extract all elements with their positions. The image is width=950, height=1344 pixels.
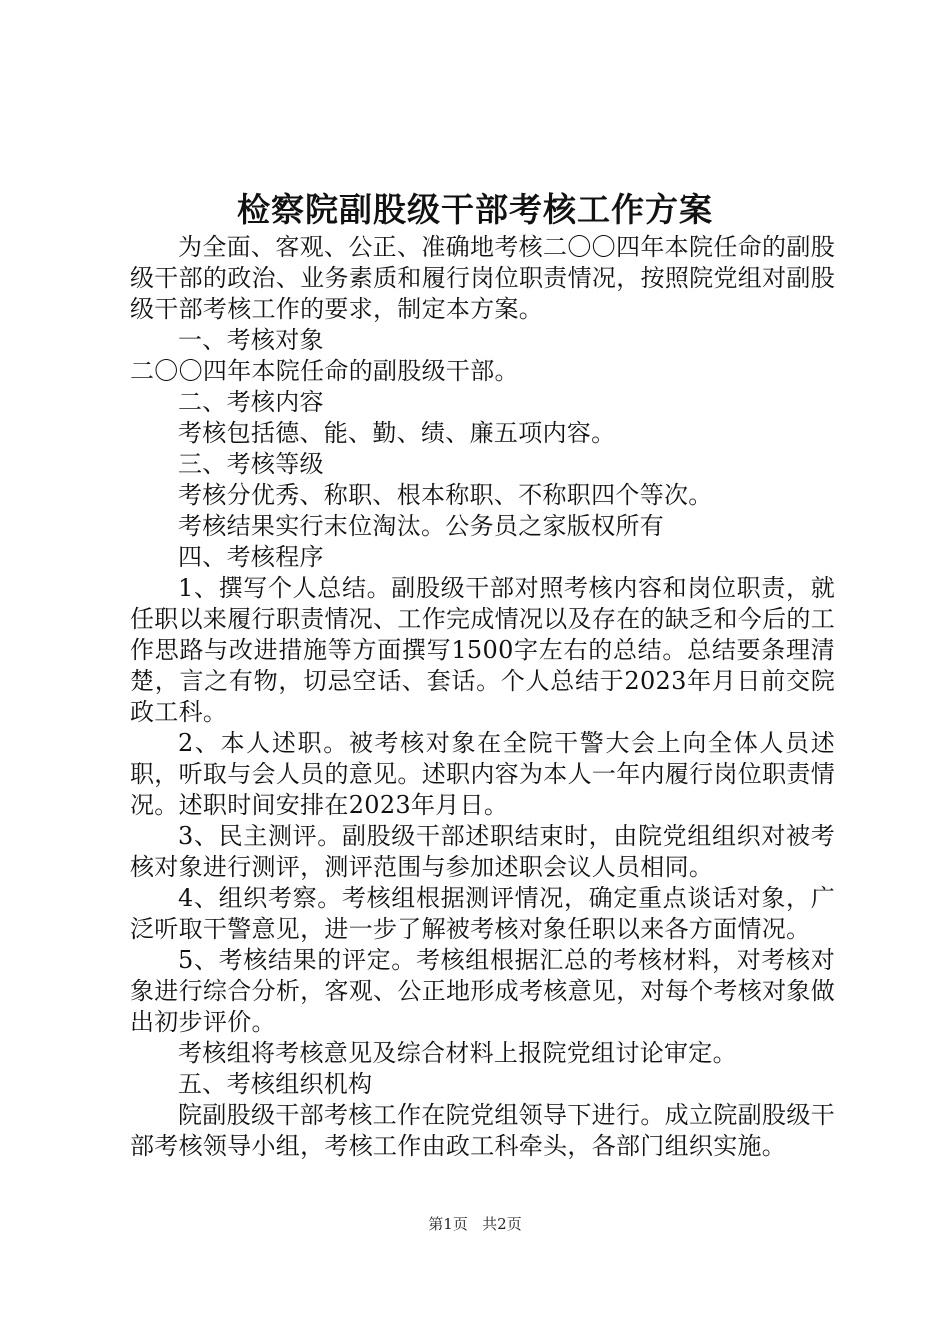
- paragraph: 3、民主测评。副股级干部述职结束时，由院党组组织对被考核对象进行测评，测评范围与参加述职会议人员相同。: [130, 822, 835, 881]
- section-heading: 一、考核对象: [178, 326, 324, 354]
- paragraph: 5、考核结果的评定。考核组根据汇总的考核材料，对考核对象进行综合分析，客观、公正地形成考核意见，对每个考核对象做出初步评价。: [130, 946, 835, 1036]
- paragraph: 1、撰写个人总结。副股级干部对照考核内容和岗位职责，就任职以来履行职责情况、工作完成情况以及存在的缺乏和今后的工作思路与改进措施等方面撰写1500字左右的总结。总结要条理清楚，言之有物，切忌空话、套话。个人总结于2023年月日前交院政工科。: [130, 574, 835, 726]
- section-heading: 五、考核组织机构: [178, 1070, 373, 1098]
- page-footer: [0, 1214, 950, 1234]
- paragraph: 2、本人述职。被考核对象在全院干警大会上向全体人员述职，听取与会人员的意见。述职内容为本人一年内履行岗位职责情况。述职时间安排在2023年月日。: [130, 729, 835, 819]
- section-heading: 二、考核内容: [178, 388, 324, 416]
- paragraph: 考核分优秀、称职、根本称职、不称职四个等次。: [178, 481, 713, 509]
- paragraph: 院副股级干部考核工作在院党组领导下进行。成立院副股级干部考核领导小组，考核工作由政工科牵头，各部门组织实施。: [130, 1101, 835, 1160]
- paragraph: 考核结果实行末位淘汰。公务员之家版权所有: [178, 512, 664, 540]
- page-number: 第1页: [428, 1215, 468, 1233]
- section-heading: 三、考核等级: [178, 450, 324, 478]
- document-body: [130, 232, 835, 1162]
- intro-paragraph: 为全面、客观、公正、准确地考核二〇〇四年本院任命的副股级干部的政治、业务素质和履行岗位职责情况，按照院党组对副股级干部考核工作的要求，制定本方案。: [130, 233, 835, 323]
- page-total: 共2页: [482, 1215, 522, 1233]
- document-title: 检察院副股级干部考核工作方案: [237, 190, 713, 229]
- section-heading: 四、考核程序: [178, 543, 324, 571]
- paragraph: 考核包括德、能、勤、绩、廉五项内容。: [178, 419, 616, 447]
- page-separator: [473, 1215, 478, 1233]
- paragraph: 考核组将考核意见及综合材料上报院党组讨论审定。: [178, 1039, 737, 1067]
- paragraph: 4、组织考察。考核组根据测评情况，确定重点谈话对象，广泛听取干警意见，进一步了解被考核对象任职以来各方面情况。: [130, 884, 835, 943]
- paragraph: 二〇〇四年本院任命的副股级干部。: [130, 357, 519, 385]
